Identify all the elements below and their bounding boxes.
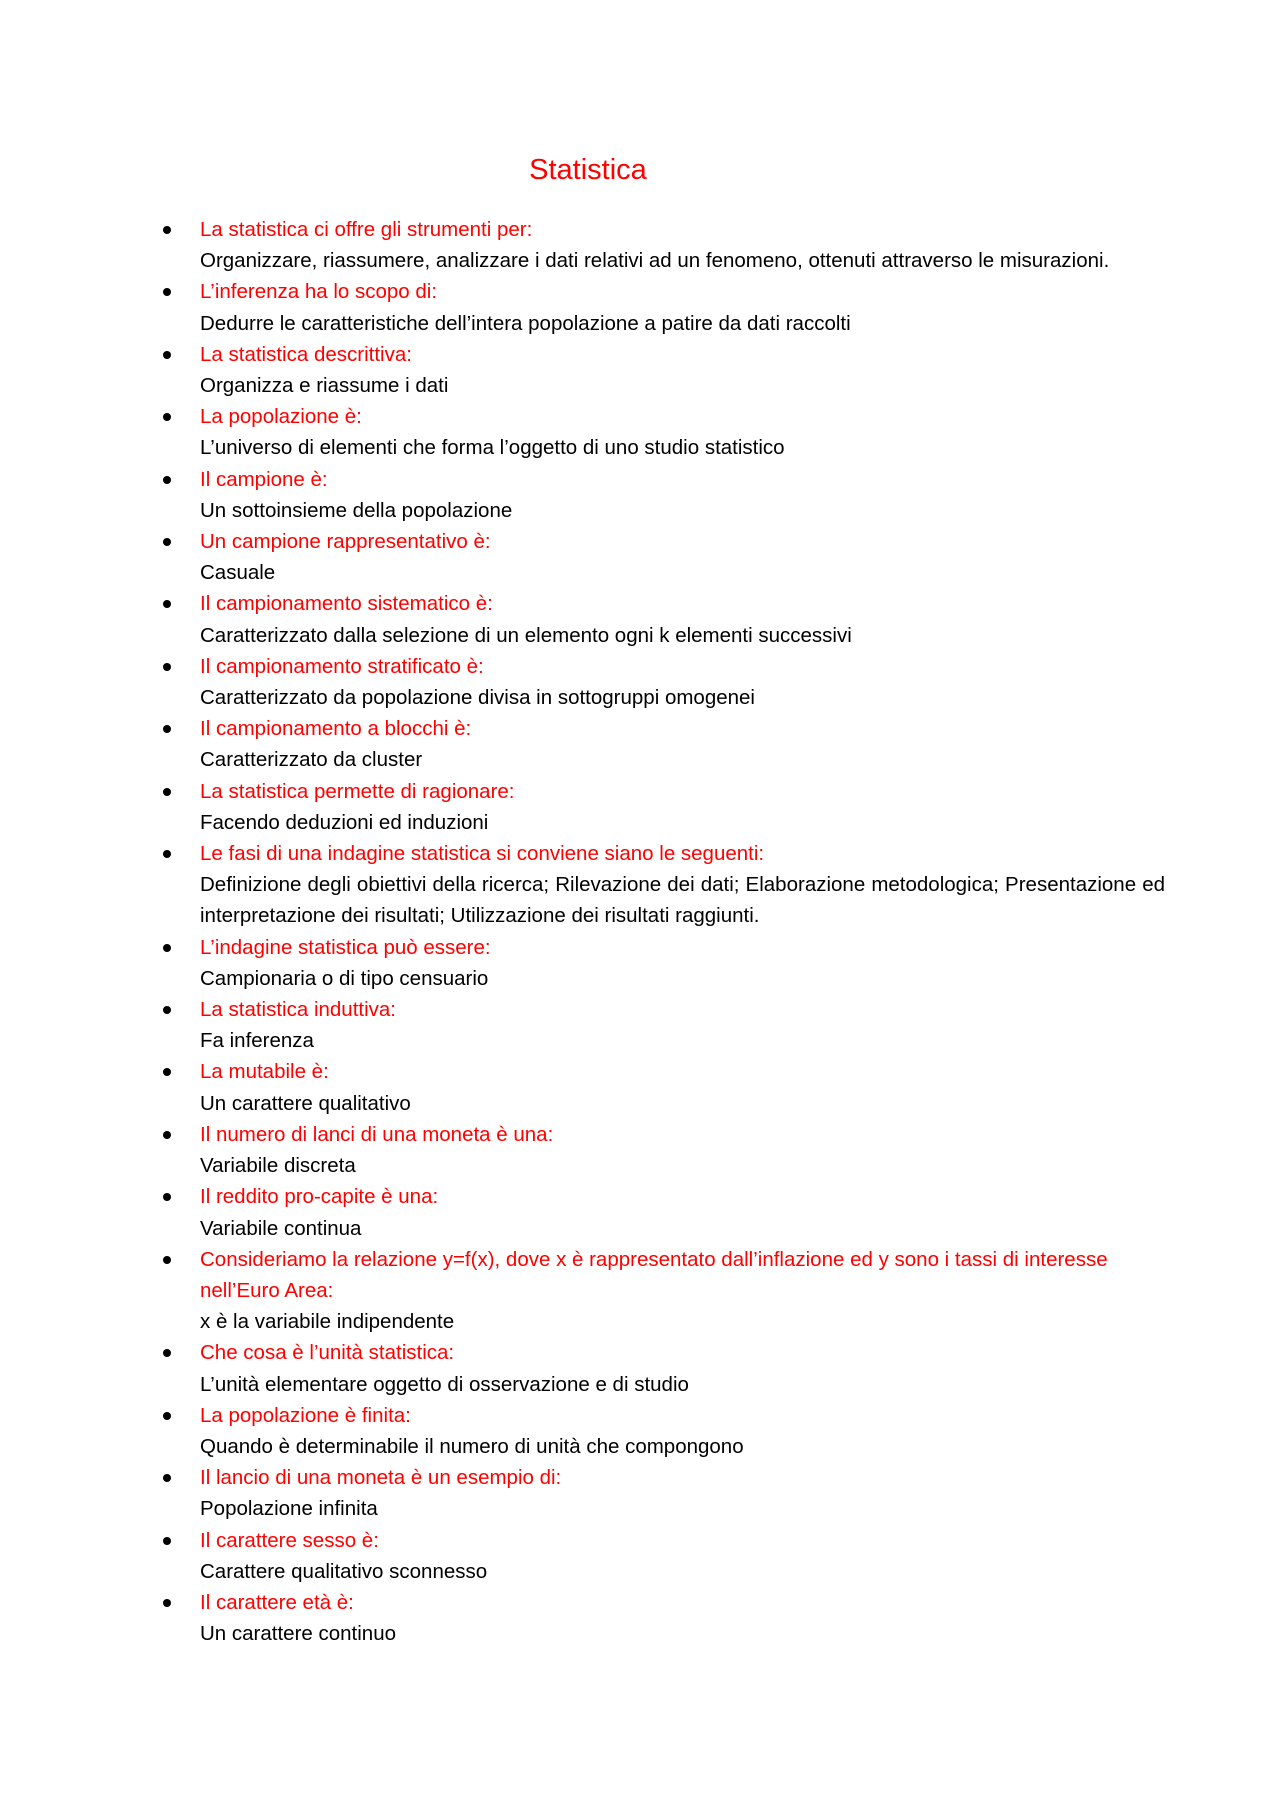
bullet-icon bbox=[163, 1412, 171, 1420]
list-item bbox=[200, 1181, 1165, 1243]
question-text: La statistica ci offre gli strumenti per: bbox=[200, 218, 533, 241]
answer-text: Un sottoinsieme della popolazione bbox=[200, 498, 513, 522]
list-item bbox=[200, 1056, 1165, 1118]
question-text: Consideriamo la relazione y=f(x), dove x è rappresentato dall’inflazione ed y sono i tassi di interesse nell’Euro Area: bbox=[200, 1247, 1108, 1302]
list-item bbox=[200, 588, 1165, 650]
list-item bbox=[200, 1462, 1165, 1524]
question-text: Il carattere sesso è: bbox=[200, 1528, 379, 1552]
bullet-icon bbox=[163, 1599, 171, 1607]
list-item bbox=[200, 932, 1165, 994]
question-text: La statistica descrittiva: bbox=[200, 342, 412, 366]
list-item bbox=[200, 651, 1165, 713]
list-item bbox=[200, 1119, 1165, 1181]
answer-text: L’universo di elementi che forma l’oggetto di uno studio statistico bbox=[200, 436, 785, 460]
question-text: L’inferenza ha lo scopo di: bbox=[200, 280, 438, 304]
question-text: Un campione rappresentativo è: bbox=[200, 530, 491, 554]
question-text: La mutabile è: bbox=[200, 1060, 329, 1084]
answer-text: Un carattere qualitativo bbox=[200, 1091, 411, 1115]
bullet-icon bbox=[163, 226, 171, 234]
list-item bbox=[200, 838, 1165, 932]
answer-text: Popolazione infinita bbox=[200, 1497, 378, 1521]
list-item bbox=[200, 1587, 1165, 1649]
answer-text: Dedurre le caratteristiche dell’intera popolazione a patire da dati raccolti bbox=[200, 311, 851, 335]
question-text: Le fasi di una indagine statistica si conviene siano le seguenti: bbox=[200, 842, 765, 866]
bullet-icon bbox=[163, 1006, 171, 1014]
bullet-icon bbox=[163, 1256, 171, 1264]
list-item bbox=[200, 464, 1165, 526]
answer-text: Caratterizzato dalla selezione di un elemento ogni k elementi successivi bbox=[200, 623, 852, 647]
question-text: Il carattere età è: bbox=[200, 1590, 354, 1614]
answer-text: Organizza e riassume i dati bbox=[200, 374, 449, 398]
answer-text: Caratterizzato da cluster bbox=[200, 748, 423, 772]
question-text: Il campionamento sistematico è: bbox=[200, 592, 493, 616]
answer-text: Variabile continua bbox=[200, 1216, 362, 1240]
list-item bbox=[200, 1525, 1165, 1587]
list-item bbox=[200, 994, 1165, 1056]
bullet-icon bbox=[163, 1068, 171, 1076]
answer-text: Caratterizzato da popolazione divisa in sottogruppi omogenei bbox=[200, 686, 755, 710]
question-text: Il campionamento a blocchi è: bbox=[200, 717, 472, 741]
question-text: Il campione è: bbox=[200, 467, 328, 491]
answer-text: x è la variabile indipendente bbox=[200, 1310, 455, 1334]
answer-text: Casuale bbox=[200, 561, 276, 585]
question-text: La popolazione è finita: bbox=[200, 1403, 411, 1427]
bullet-icon bbox=[163, 1537, 171, 1545]
question-text: Il lancio di una moneta è un esempio di: bbox=[200, 1466, 562, 1490]
list-item bbox=[200, 214, 1165, 276]
question-answer-list bbox=[200, 214, 1165, 1649]
bullet-icon bbox=[163, 1349, 171, 1357]
question-text: La popolazione è: bbox=[200, 405, 362, 429]
answer-text: Organizzare, riassumere, analizzare i dati relativi ad un fenomeno, ottenuti attraverso le misurazioni. bbox=[200, 249, 1110, 273]
list-item bbox=[200, 339, 1165, 401]
answer-text: Campionaria o di tipo censuario bbox=[200, 966, 489, 990]
list-item bbox=[200, 1244, 1165, 1338]
answer-text: Definizione degli obiettivi della ricerca; Rilevazione dei dati; Elaborazione metodologica; Presentazione ed interpretazione dei risultati; Utilizzazione dei risultati raggiunti. bbox=[200, 873, 1165, 928]
list-item bbox=[200, 776, 1165, 838]
bullet-icon bbox=[163, 476, 171, 484]
question-text: Il numero di lanci di una moneta è una: bbox=[200, 1122, 554, 1146]
bullet-icon bbox=[163, 1193, 171, 1201]
answer-text: L’unità elementare oggetto di osservazione e di studio bbox=[200, 1372, 689, 1396]
answer-text: Un carattere continuo bbox=[200, 1622, 397, 1646]
bullet-icon bbox=[163, 288, 171, 296]
list-item bbox=[200, 276, 1165, 338]
bullet-icon bbox=[163, 663, 171, 671]
page-title: Statistica bbox=[529, 154, 647, 186]
bullet-icon bbox=[163, 1131, 171, 1139]
answer-text: Facendo deduzioni ed induzioni bbox=[200, 810, 489, 834]
answer-text: Variabile discreta bbox=[200, 1154, 356, 1178]
answer-text: Quando è determinabile il numero di unità che compongono bbox=[200, 1434, 744, 1458]
bullet-icon bbox=[163, 1474, 171, 1482]
bullet-icon bbox=[163, 788, 171, 796]
list-item bbox=[200, 526, 1165, 588]
question-text: Il reddito pro-capite è una: bbox=[200, 1185, 439, 1209]
bullet-icon bbox=[163, 600, 171, 608]
question-text: Il campionamento stratificato è: bbox=[200, 654, 484, 678]
list-item bbox=[200, 1337, 1165, 1399]
answer-text: Fa inferenza bbox=[200, 1029, 314, 1053]
question-text: Che cosa è l’unità statistica: bbox=[200, 1341, 455, 1365]
bullet-icon bbox=[163, 944, 171, 952]
bullet-icon bbox=[163, 850, 171, 858]
list-item bbox=[200, 1400, 1165, 1462]
question-text: La statistica induttiva: bbox=[200, 998, 396, 1022]
bullet-icon bbox=[163, 351, 171, 359]
bullet-icon bbox=[163, 725, 171, 733]
list-item bbox=[200, 713, 1165, 775]
bullet-icon bbox=[163, 413, 171, 421]
question-text: La statistica permette di ragionare: bbox=[200, 779, 515, 803]
answer-text: Carattere qualitativo sconnesso bbox=[200, 1559, 488, 1583]
bullet-icon bbox=[163, 538, 171, 546]
list-item bbox=[200, 401, 1165, 463]
question-text: L’indagine statistica può essere: bbox=[200, 935, 491, 959]
